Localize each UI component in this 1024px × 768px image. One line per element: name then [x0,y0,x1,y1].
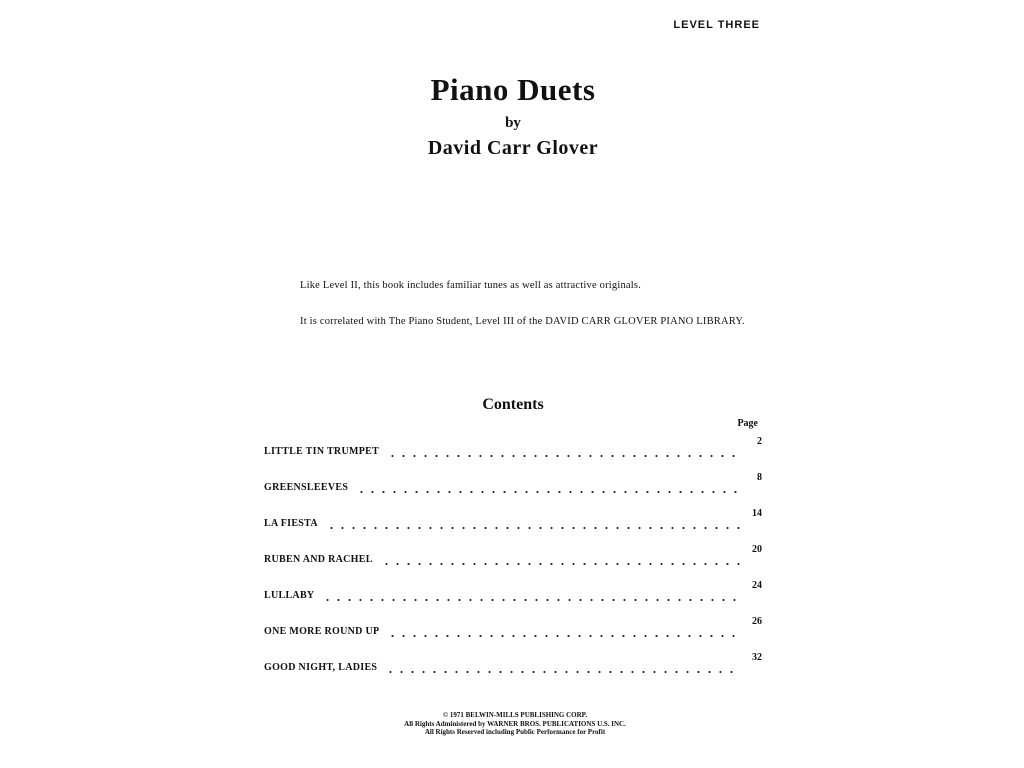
leader-dots [320,595,740,601]
toc-entry [264,651,762,687]
toc-entry [264,507,762,543]
copyright-line: All Rights Administered by WARNER BROS. PUBLICATIONS U.S. INC. [404,719,626,728]
toc-entry [264,579,762,615]
toc-entry-title: LA FIESTA [264,518,318,529]
toc-entry-title: LITTLE TIN TRUMPET [264,446,380,457]
table-of-contents [264,435,762,687]
toc-entry-page: 26 [752,616,762,627]
copyright-notice [0,711,1024,737]
leader-dots [383,667,740,673]
toc-entry [264,435,762,471]
toc-entry-page: 32 [752,652,762,663]
level-label: LEVEL THREE [673,19,760,31]
toc-entry [264,615,762,651]
toc-entry-page: 20 [752,544,762,555]
toc-entry-title: ONE MORE ROUND UP [264,626,380,637]
intro-paragraph-1: Like Level II, this book includes familiar tunes as well as attractive originals. [300,280,642,291]
toc-entry-page: 8 [757,472,762,483]
toc-entry-title: RUBEN AND RACHEL [264,554,373,565]
contents-heading: Contents [482,396,544,413]
toc-entry [264,471,762,507]
leader-dots [385,631,740,637]
leader-dots [324,523,740,529]
toc-entry-page: 24 [752,580,762,591]
toc-entry-page: 14 [752,508,762,519]
toc-entry-page: 2 [757,436,762,447]
book-title: Piano Duets [430,72,596,107]
toc-entry [264,543,762,579]
author-name: David Carr Glover [427,137,599,159]
copyright-line: © 1971 BELWIN-MILLS PUBLISHING CORP. [442,711,588,719]
intro-paragraph-2: It is correlated with The Piano Student, Level III of the DAVID CARR GLOVER PIANO LIBRARY. [300,316,745,327]
leader-dots [379,559,740,565]
by-line: by [505,115,521,131]
copyright-line: All Rights Reserved including Public Performance for Profit [424,728,606,736]
leader-dots [385,451,740,457]
leader-dots [354,487,740,493]
toc-entry-title: GOOD NIGHT, LADIES [264,662,378,673]
toc-entry-title: GREENSLEEVES [264,482,349,493]
page-column-label: Page [737,418,758,429]
toc-entry-title: LULLABY [264,590,315,601]
